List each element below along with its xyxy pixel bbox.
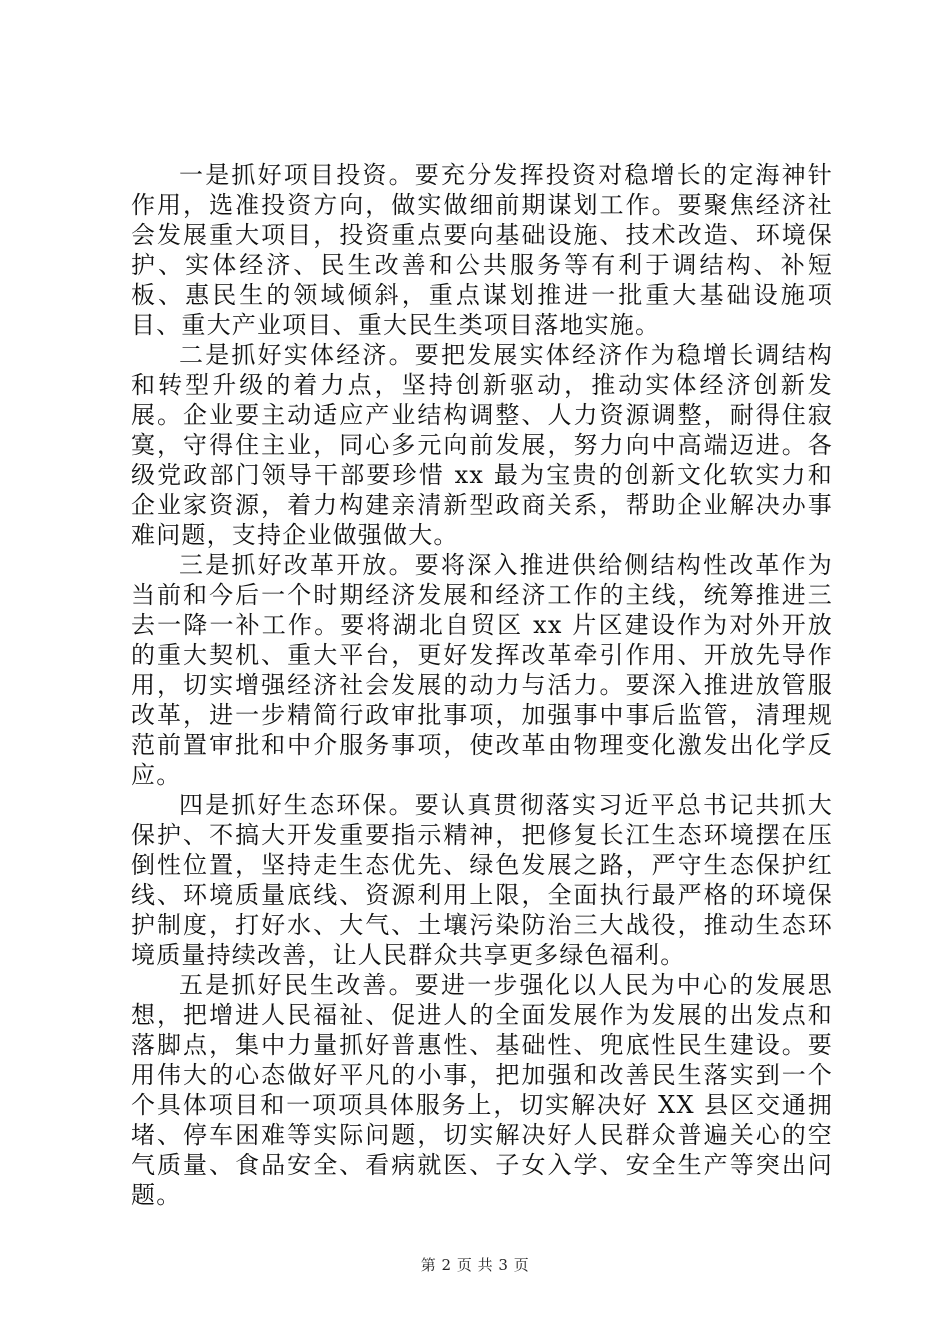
paragraph-livelihood-improvement: 五是抓好民生改善。要进一步强化以人民为中心的发展思想，把增进人民福祉、促进人的全面发展作为发展的出发点和落脚点，集中力量抓好普惠性、基础性、兜底性民生建设。要用伟大的心态做好平凡的小事，把加强和改善民生落实到一个个具体项目和一项项具体服务上，切实解决好 XX 县区交通拥堵、停车困难等实际问题，切实解决好人民群众普遍关心的空气质量、食品安全、看病就医、子女入学、安全生产等突出问题。 [131, 971, 833, 1209]
page-number-footer: 第 2 页 共 3 页 [420, 1256, 530, 1274]
paragraph-real-economy: 二是抓好实体经济。要把发展实体经济作为稳增长调结构和转型升级的着力点，坚持创新驱动，推动实体经济创新发展。企业要主动适应产业结构调整、人力资源调整，耐得住寂寞，守得住主业，同心多元向前发展，努力向中高端迈进。各级党政部门领导干部要珍惜 xx 最为宝贵的创新文化软实力和企业家资源，着力构建亲清新型政商关系，帮助企业解决办事难问题，支持企业做强做大。 [131, 341, 833, 549]
document-body [131, 160, 833, 1210]
paragraph-ecological-protection: 四是抓好生态环保。要认真贯彻落实习近平总书记共抓大保护、不搞大开发重要指示精神，把修复长江生态环境摆在压倒性位置，坚持走生态优先、绿色发展之路，严守生态保护红线、环境质量底线、资源利用上限，全面执行最严格的环境保护制度，打好水、大气、土壤污染防治三大战役，推动生态环境质量持续改善，让人民群众共享更多绿色福利。 [131, 791, 833, 969]
paragraph-project-investment: 一是抓好项目投资。要充分发挥投资对稳增长的定海神针作用，选准投资方向，做实做细前期谋划工作。要聚焦经济社会发展重大项目，投资重点要向基础设施、技术改造、环境保护、实体经济、民生改善和公共服务等有利于调结构、补短板、惠民生的领域倾斜，重点谋划推进一批重大基础设施项目、重大产业项目、重大民生类项目落地实施。 [131, 161, 833, 339]
paragraph-reform-opening: 三是抓好改革开放。要将深入推进供给侧结构性改革作为当前和今后一个时期经济发展和经济工作的主线，统筹推进三去一降一补工作。要将湖北自贸区 xx 片区建设作为对外开放的重大契机、重大平台，更好发挥改革牵引作用、开放先导作用，切实增强经济社会发展的动力与活力。要深入推进放管服改革，进一步精简行政审批事项，加强事中事后监管，清理规范前置审批和中介服务事项，使改革由物理变化激发出化学反应。 [131, 551, 833, 789]
